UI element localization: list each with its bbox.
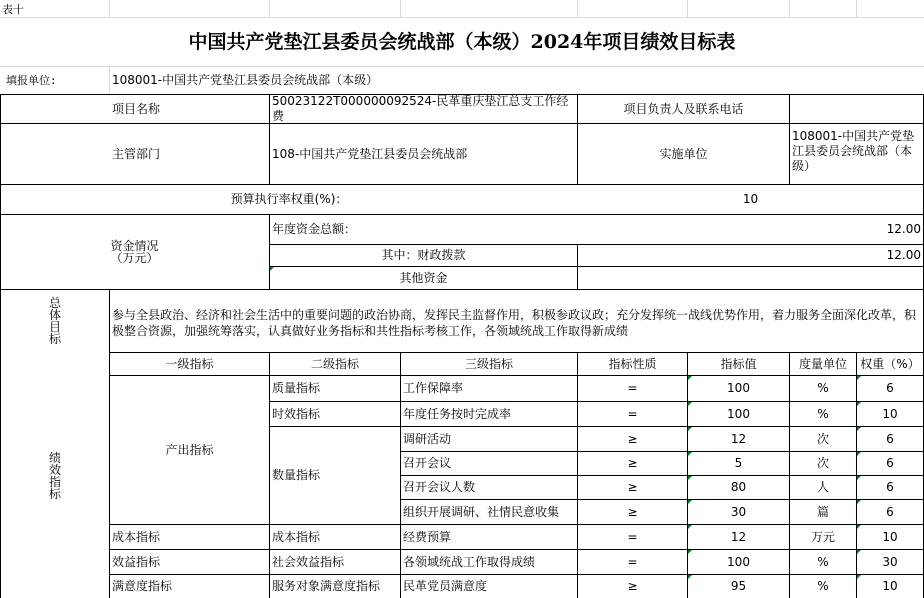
goal-text: 参与全县政治、经济和社会生活中的重要问题的政治协商，发挥民主监督作用，积极参政议政；充分发挥统一战线优势作用，着力服务全面深化改革，积极整合资源，加强统筹落实，认真做好业务指标和共性指标考核工作，各领域统战工作取得新成绩	[112, 308, 917, 338]
cell-marker	[688, 500, 692, 504]
indicator-unit: 篇	[816, 504, 829, 519]
indicators-label-char: 效	[48, 462, 61, 477]
grid-line	[856, 0, 857, 17]
level2-cost: 成本指标	[272, 529, 321, 544]
indicator-name: 经费预算	[403, 529, 452, 544]
indicator-weight: 30	[882, 554, 898, 569]
cell-marker	[688, 452, 692, 456]
corner-label: 表十	[2, 2, 24, 16]
indicator-weight: 10	[882, 406, 898, 421]
indicator-unit: %	[817, 579, 829, 593]
level1-satisfaction: 满意度指标	[112, 579, 173, 593]
indicators-label-char: 绩	[48, 450, 61, 465]
header-level3: 三级指标	[464, 356, 513, 371]
cell-marker	[857, 452, 861, 456]
indicator-value: 80	[730, 480, 747, 494]
indicator-unit: 万元	[810, 529, 835, 544]
cell-marker	[857, 525, 861, 529]
goal-label-char: 总	[48, 296, 61, 310]
indicator-weight: 6	[886, 480, 894, 494]
project-owner-label: 项目负责人及联系电话	[623, 101, 744, 116]
cell-marker	[688, 476, 692, 480]
indicator-name: 民革党员满意度	[403, 579, 488, 593]
funds-label-line1: 资金情况	[110, 239, 159, 253]
indicator-weight: 6	[886, 381, 894, 395]
indicator-nature: ≥	[627, 456, 638, 470]
cell-marker	[688, 376, 692, 380]
indicators-label-char: 指	[48, 474, 61, 489]
funds-fiscal-label: 其中：财政拨款	[381, 248, 466, 262]
goal-label	[1, 290, 109, 352]
indicator-nature: ≥	[627, 480, 638, 494]
indicators-label-char: 标	[48, 486, 61, 501]
indicator-unit: %	[817, 406, 829, 421]
header-nature: 指标性质	[608, 356, 657, 371]
indicator-nature: ≥	[627, 579, 638, 593]
cell-marker	[688, 402, 692, 406]
indicator-value: 30	[730, 504, 747, 519]
indicator-value: 12	[730, 431, 747, 446]
level1-benefit: 效益指标	[112, 554, 161, 569]
indicator-weight: 6	[886, 431, 894, 446]
level1-output: 产出指标	[165, 442, 214, 457]
cell-marker	[857, 402, 861, 406]
cell-marker	[857, 550, 861, 554]
header-unit: 度量单位	[798, 356, 847, 371]
cell-marker	[857, 376, 861, 380]
funds-label-line2: （万元）	[110, 251, 159, 265]
indicator-name: 组织开展调研、社情民意收集	[403, 504, 560, 519]
funds-label	[0, 215, 269, 289]
cell-marker	[857, 575, 861, 579]
indicator-unit: %	[817, 381, 829, 395]
grid-line	[789, 0, 790, 17]
cell-marker	[857, 500, 861, 504]
grid-line	[269, 0, 270, 17]
project-owner-value	[790, 95, 923, 123]
indicator-value: 95	[730, 579, 747, 593]
indicator-nature: =	[627, 406, 638, 421]
cell-marker	[688, 427, 692, 431]
exec-rate-label: 预算执行率权重(%)：	[230, 192, 348, 206]
indicator-weight: 6	[886, 504, 894, 519]
level2-service-satisfaction: 服务对象满意度指标	[272, 579, 381, 593]
funds-fiscal-value: 12.00	[886, 248, 921, 262]
header-level1: 一级指标	[165, 356, 214, 371]
indicator-value: 100	[727, 406, 750, 421]
grid-line	[400, 0, 401, 17]
exec-rate-value: 10	[742, 192, 759, 206]
indicator-unit: 次	[816, 431, 829, 446]
indicators-label	[1, 353, 109, 598]
indicator-nature: ≥	[627, 504, 638, 519]
indicator-name: 工作保障率	[403, 381, 464, 395]
indicator-weight: 10	[882, 529, 898, 544]
cell-marker	[688, 575, 692, 579]
grid-line	[109, 0, 110, 17]
indicator-nature: =	[627, 381, 638, 395]
indicator-name: 召开会议人数	[403, 480, 476, 494]
filler-value: 108001-中国共产党垫江县委员会统战部（本级）	[112, 73, 379, 87]
dept-value: 108-中国共产党垫江县委员会统战部	[272, 146, 468, 161]
cell-marker	[688, 550, 692, 554]
indicator-unit: 次	[816, 456, 829, 470]
indicator-unit: 人	[816, 480, 829, 494]
indicator-weight: 6	[886, 456, 894, 470]
goal-label-char: 体	[48, 308, 61, 322]
level2-quantity: 数量指标	[272, 468, 321, 482]
project-name-value: 50023122T000000092524-民革重庆垫江总支工作经费	[272, 95, 569, 123]
indicator-value: 100	[727, 554, 750, 569]
goal-label-char: 标	[48, 332, 61, 346]
header-level2: 二级指标	[310, 356, 359, 371]
grid-line	[577, 0, 578, 17]
funds-other-value	[578, 267, 923, 289]
goal-label-char: 目	[48, 320, 61, 334]
indicator-value: 5	[734, 456, 743, 470]
impl-label: 实施单位	[659, 146, 708, 161]
cell-marker	[857, 427, 861, 431]
level1-cost: 成本指标	[112, 529, 161, 544]
cell-marker	[270, 267, 274, 271]
indicator-name: 各领域统战工作取得成绩	[403, 554, 536, 569]
level2-social-benefit: 社会效益指标	[272, 554, 345, 569]
indicator-value: 12	[730, 529, 747, 544]
indicator-value: 100	[727, 381, 750, 395]
indicator-nature: =	[627, 554, 638, 569]
indicator-nature: ≥	[627, 431, 638, 446]
indicator-name: 召开会议	[403, 456, 452, 470]
cell-marker	[857, 476, 861, 480]
cell-marker	[688, 525, 692, 529]
indicator-weight: 10	[882, 579, 898, 593]
funds-total-value: 12.00	[886, 222, 921, 236]
header-value: 指标值	[720, 356, 757, 371]
level2-timeliness: 时效指标	[272, 406, 321, 421]
project-name-label: 项目名称	[112, 101, 161, 116]
funds-other-label: 其他资金	[399, 270, 448, 285]
grid-line	[687, 0, 688, 17]
indicator-unit: %	[817, 554, 829, 569]
dept-label: 主管部门	[112, 146, 161, 161]
filler-label: 填报单位:	[6, 74, 57, 87]
header-weight: 权重（%）	[860, 356, 920, 371]
indicator-name: 年度任务按时完成率	[403, 406, 512, 421]
level2-quality: 质量指标	[272, 381, 321, 395]
indicator-nature: =	[627, 529, 638, 544]
impl-value: 108001-中国共产党垫江县委员会统战部（本级）	[792, 129, 915, 173]
funds-total-label: 年度资金总额：	[272, 222, 357, 236]
page-title: 中国共产党垫江县委员会统战部（本级）2024年项目绩效目标表	[188, 30, 736, 53]
indicator-name: 调研活动	[403, 431, 452, 446]
